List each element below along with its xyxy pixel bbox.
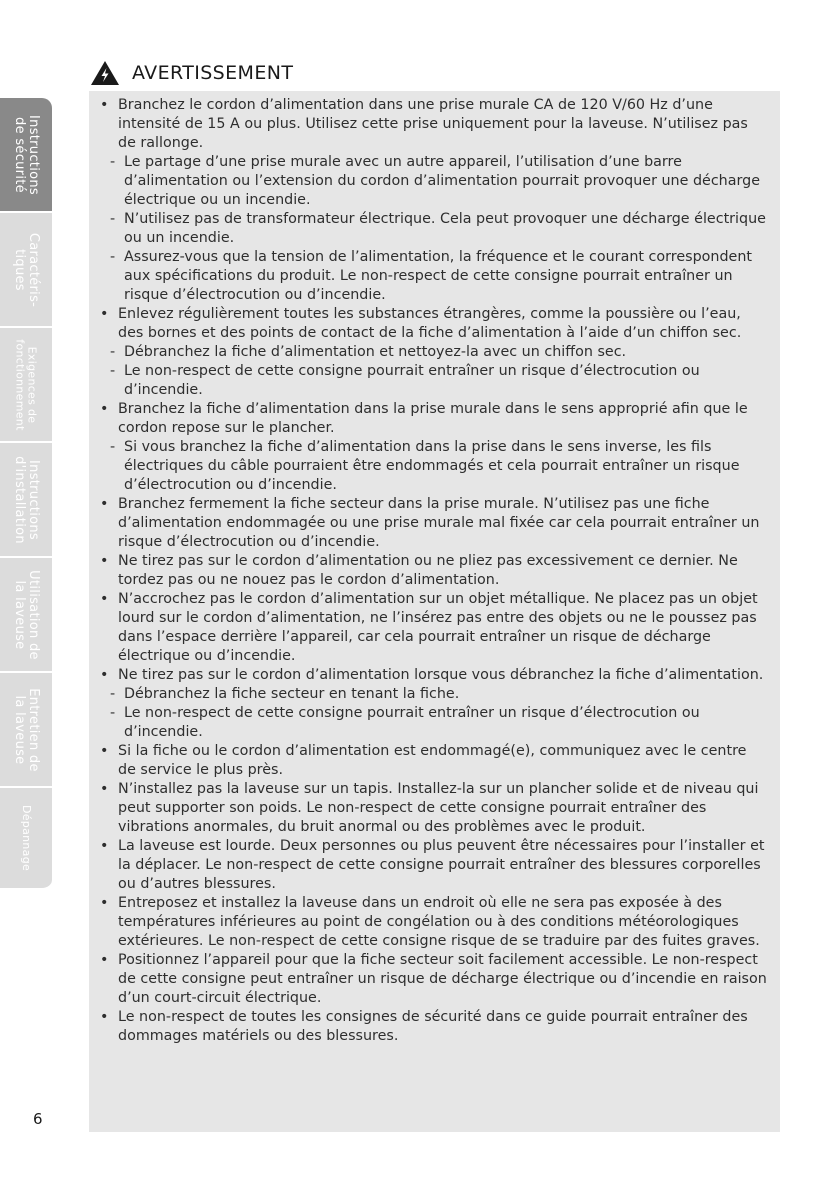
warning-subitem-text: Débranchez la fiche d’alimentation et nettoyez-la avec un chiffon sec. — [124, 344, 627, 360]
warning-box — [89, 91, 780, 1132]
dash-icon: - — [110, 686, 116, 702]
page-number: 6 — [33, 1110, 43, 1128]
warning-item — [100, 780, 768, 837]
warning-text: Ne tirez pas sur le cordon d’alimentation lorsque vous débranchez la fiche d’alimentation. — [118, 667, 764, 683]
dash-icon: - — [110, 363, 116, 379]
bullet-icon: • — [100, 743, 109, 759]
dash-icon: - — [110, 344, 116, 360]
tab-utilisation-laveuse[interactable] — [0, 558, 52, 673]
warning-subitem-text: N’utilisez pas de transformateur électrique. Cela peut provoquer une décharge électrique ou un incendie. — [124, 211, 766, 246]
bullet-icon: • — [100, 952, 109, 968]
warning-item — [100, 96, 768, 305]
tab-label: Exigences de fonctionnement — [14, 338, 39, 431]
warning-item — [100, 495, 768, 552]
warning-subitem — [110, 438, 768, 495]
warning-subitem-text: Le non-respect de cette consigne pourrait entraîner un risque d’électrocution ou d’incendie. — [124, 363, 700, 398]
warning-item — [100, 305, 768, 400]
bullet-icon: • — [100, 401, 109, 417]
warning-text: Branchez la fiche d’alimentation dans la prise murale dans le sens approprié afin que le cordon repose sur le plancher. — [118, 401, 748, 436]
tab-exigences-fonctionnement[interactable] — [0, 328, 52, 443]
bullet-icon: • — [100, 97, 109, 113]
warning-item — [100, 837, 768, 894]
warning-subitem — [110, 153, 768, 210]
tab-label: Caractéris- tiques — [12, 232, 42, 307]
bullet-icon: • — [100, 895, 109, 911]
tab-label: Dépannage — [20, 804, 34, 872]
tab-label: Entretien de la laveuse — [12, 687, 42, 772]
warning-subitem-text: Le non-respect de cette consigne pourrait entraîner un risque d’électrocution ou d’incendie. — [124, 705, 700, 740]
dash-icon: - — [110, 211, 116, 227]
warning-subitem-text: Assurez-vous que la tension de l’alimentation, la fréquence et le courant correspondent aux spécifications du produit. Le non-respect de cette consigne pourrait entraîner un risque d’électrocution ou d’incendie. — [124, 249, 753, 303]
tab-label: Instructions d'installation — [12, 455, 41, 544]
bullet-icon: • — [100, 781, 109, 797]
warning-subitem — [110, 362, 768, 400]
warning-text: Si la fiche ou le cordon d’alimentation est endommagé(e), communiquez avec le centre de service le plus près. — [118, 743, 747, 778]
warning-text: Branchez le cordon d’alimentation dans une prise murale CA de 120 V/60 Hz d’une intensité de 15 A ou plus. Utilisez cette prise uniquement pour la laveuse. N’utilisez pas de rallonge. — [118, 97, 748, 151]
warning-list — [100, 96, 768, 1046]
bullet-icon: • — [100, 591, 109, 607]
bullet-icon: • — [100, 306, 109, 322]
bullet-icon: • — [100, 496, 109, 512]
bullet-icon: • — [100, 1009, 109, 1025]
warning-item — [100, 400, 768, 495]
warning-text: Ne tirez pas sur le cordon d’alimentation ou ne pliez pas excessivement ce dernier. Ne tordez pas ou ne nouez pas le cordon d’alimentation. — [118, 553, 738, 588]
tab-instructions-securite[interactable] — [0, 98, 52, 213]
tab-depannage[interactable] — [0, 788, 52, 890]
warning-text: Entreposez et installez la laveuse dans un endroit où elle ne sera pas exposée à des températures inférieures au point de congélation ou à des conditions météorologiques extérieures. Le non-respect de cette consigne risque de se traduire par des fuites graves. — [118, 895, 760, 949]
warning-subitem-text: Le partage d’une prise murale avec un autre appareil, l’utilisation d’une barre d’alimentation ou l’extension du cordon d’alimentation pourrait provoquer une décharge électrique ou un incendie. — [124, 154, 761, 208]
warning-text: Positionnez l’appareil pour que la fiche secteur soit facilement accessible. Le non-respect de cette consigne peut entraîner un risque de décharge électrique ou d’incendie en raison d’un court-circuit électrique. — [118, 952, 767, 1006]
tab-label: Utilisation de la laveuse — [12, 569, 42, 660]
warning-subitem — [110, 248, 768, 305]
warning-text: La laveuse est lourde. Deux personnes ou plus peuvent être nécessaires pour l’installer et la déplacer. Le non-respect de cette consigne pourrait entraîner des blessures corporelles ou d’autres blessures. — [118, 838, 765, 892]
dash-icon: - — [110, 249, 116, 265]
dash-icon: - — [110, 705, 116, 721]
warning-item — [100, 552, 768, 590]
warning-item — [100, 951, 768, 1008]
warning-triangle-icon — [90, 60, 120, 86]
warning-text: N’installez pas la laveuse sur un tapis. Installez-la sur un plancher solide et de niveau qui peut supporter son poids. Le non-respect de cette consigne pourrait entraîner des vibrations anormales, du bruit anormal ou des problèmes avec le produit. — [118, 781, 759, 835]
warning-text: N’accrochez pas le cordon d’alimentation sur un objet métallique. Ne placez pas un objet lourd sur le cordon d’alimentation, ne l’insérez pas entre des objets ou ne le poussez pas dans l’espace derrière l’appareil, car cela pourrait entraîner un risque de décharge électrique ou d’incendie. — [118, 591, 758, 664]
warning-text: Branchez fermement la fiche secteur dans la prise murale. N’utilisez pas une fiche d’alimentation endommagée ou une prise murale mal fixée car cela pourrait entraîner un risque d’électrocution ou d’incendie. — [118, 496, 760, 550]
warning-subitem — [110, 210, 768, 248]
warning-item — [100, 590, 768, 666]
warning-subitem-text: Débranchez la fiche secteur en tenant la fiche. — [124, 686, 460, 702]
warning-subitem — [110, 685, 768, 704]
warning-header — [90, 59, 293, 87]
warning-subitem — [110, 343, 768, 362]
warning-item — [100, 666, 768, 742]
bullet-icon: • — [100, 667, 109, 683]
bullet-icon: • — [100, 838, 109, 854]
tab-entretien-laveuse[interactable] — [0, 673, 52, 788]
tab-instructions-installation[interactable] — [0, 443, 52, 558]
warning-subitem-text: Si vous branchez la fiche d’alimentation dans la prise dans le sens inverse, les fils électriques du câble pourraient être endommagés et cela pourrait entraîner un risque d’électrocution ou d’incendie. — [124, 439, 740, 493]
warning-item — [100, 894, 768, 951]
dash-icon: - — [110, 154, 116, 170]
warning-item — [100, 1008, 768, 1046]
section-tabs — [0, 98, 52, 890]
warning-subitem — [110, 704, 768, 742]
warning-text: Le non-respect de toutes les consignes de sécurité dans ce guide pourrait entraîner des dommages matériels ou des blessures. — [118, 1009, 748, 1044]
warning-item — [100, 742, 768, 780]
warning-title: AVERTISSEMENT — [132, 62, 294, 84]
tab-label: Instructions de sécurité — [12, 114, 42, 195]
dash-icon: - — [110, 439, 116, 455]
bullet-icon: • — [100, 553, 109, 569]
warning-text: Enlevez régulièrement toutes les substances étrangères, comme la poussière ou l’eau, des bornes et des points de contact de la fiche d’alimentation à l’aide d’un chiffon sec. — [118, 306, 742, 341]
tab-caracteristiques[interactable] — [0, 213, 52, 328]
